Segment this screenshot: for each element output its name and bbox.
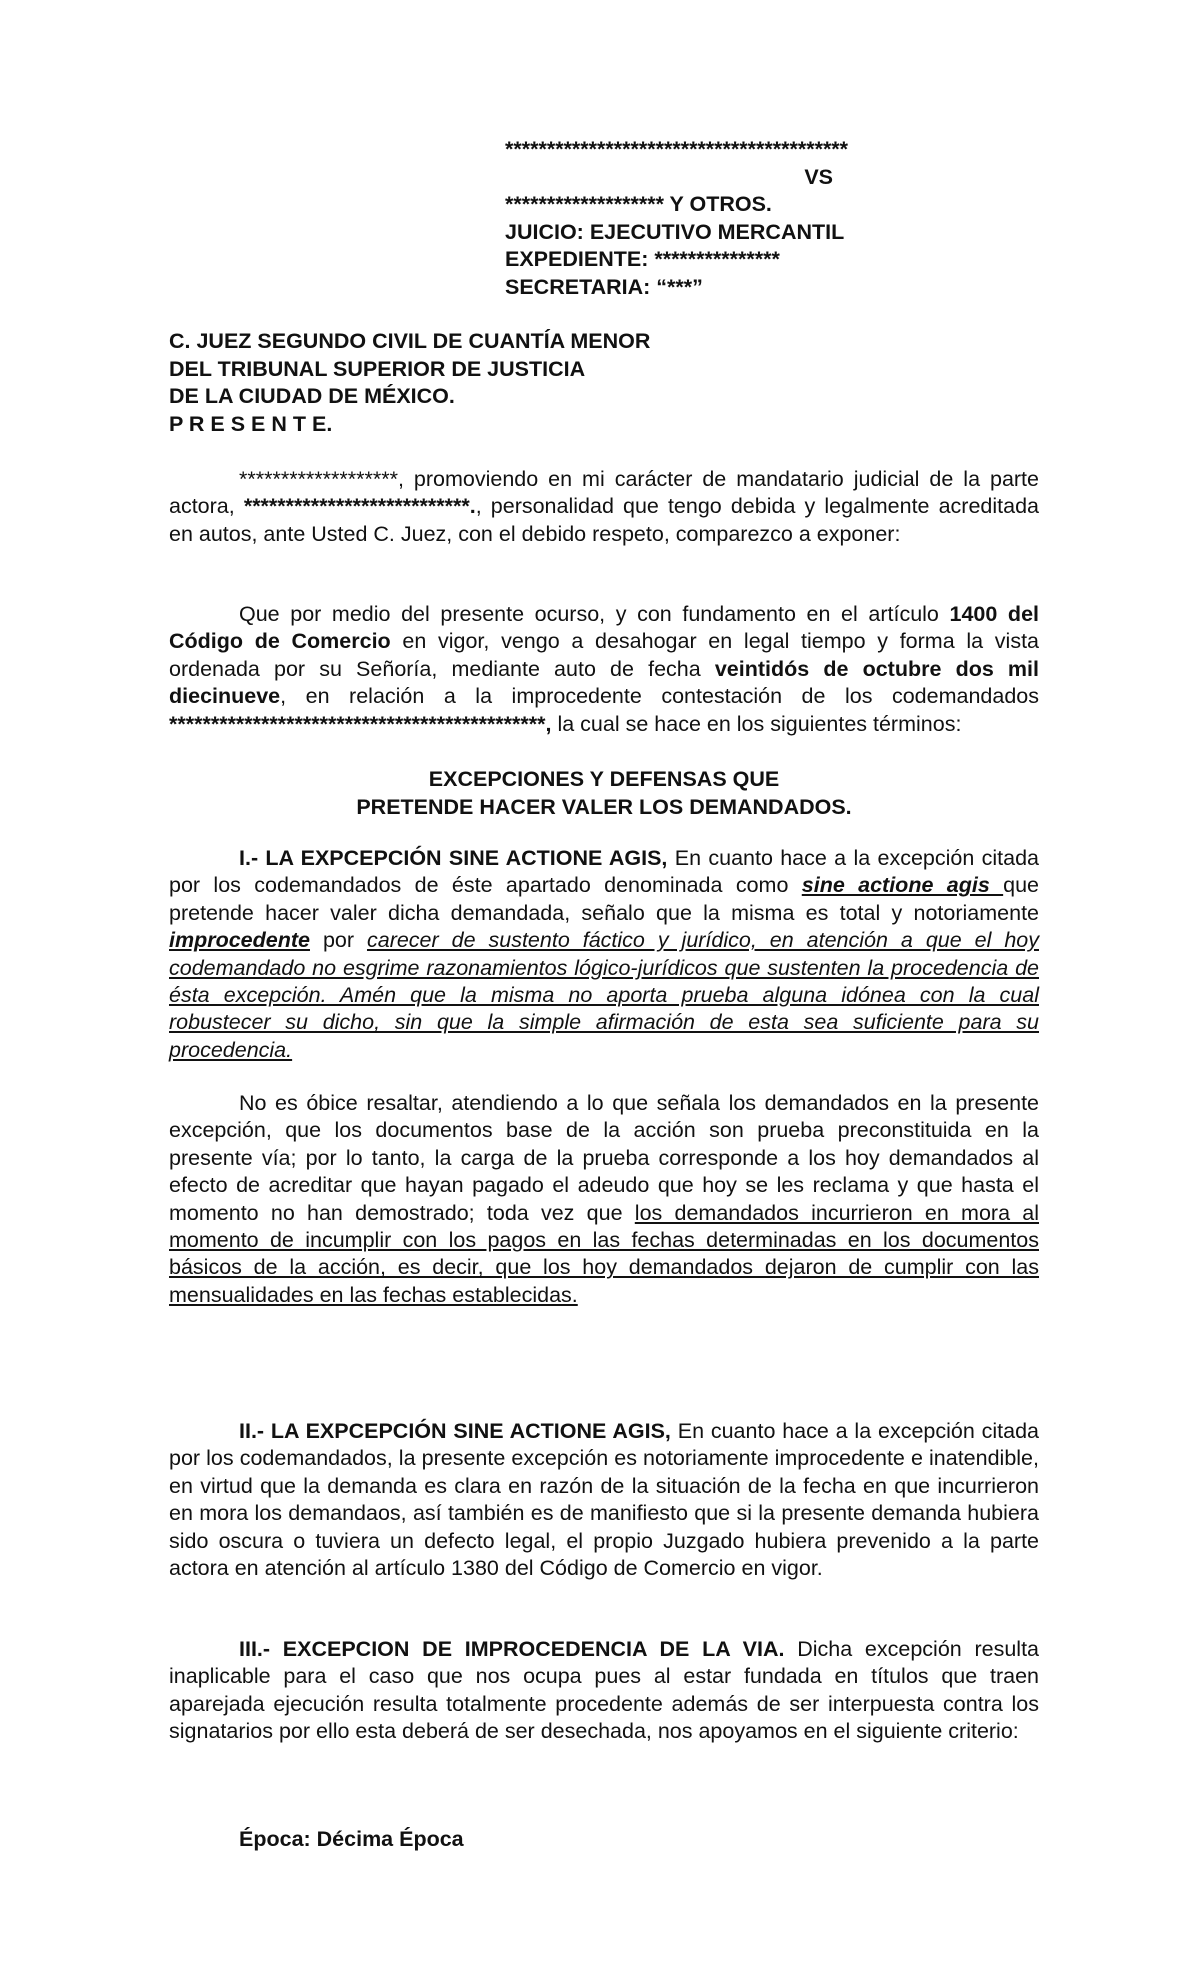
defendants-line: ******************* Y OTROS. (505, 192, 772, 216)
paragraph-text: la cual se hace en los siguientes términos: (551, 711, 962, 736)
paragraph-text: No es óbice resaltar, atendiendo a lo que señala los demandados en la presente excepción, que los documentos base de la acción son prueba preconstituida en la presente vía; por lo tanto, la carga de la prueba corresponde a los hoy demandados al efecto de acreditar que hayan pagado el adeudo que hoy se les reclama y que hasta el momento no han demostrado; toda vez que (169, 1091, 1039, 1225)
file-number-line: EXPEDIENTE: *************** (505, 247, 780, 271)
paragraph-text: , en relación a la improcedente contestación de los codemandados (280, 684, 1039, 709)
paragraph-text: en vigor, vengo a desahogar en legal tiempo y forma la vista ordenada por su Señoría, mediante auto de fecha (169, 629, 1040, 681)
latin-term: sine actione agis (801, 873, 1004, 898)
section-title (169, 766, 1039, 821)
epoch-heading: Época: Décima Época (239, 1827, 464, 1851)
exception-3-heading: III.- EXCEPCION DE IMPROCEDENCIA DE LA VIA. (239, 1637, 785, 1661)
section-title-line: EXCEPCIONES Y DEFENSAS QUE (428, 767, 780, 791)
article-reference: 1400 del Código de Comercio (169, 602, 1039, 654)
addressee-line: DEL TRIBUNAL SUPERIOR DE JUSTICIA (169, 356, 586, 381)
underlined-argument: los demandados incurrieron en mora al momento de incumplir con los pagos en las fechas determinadas en los documentos básicos de la acción, es decir, que los hoy demandados dejaron de cumplir con las mensualidades en las fechas establecidas. (169, 1200, 1040, 1307)
addressee-line: C. JUEZ SEGUNDO CIVIL DE CUANTÍA MENOR (169, 329, 651, 353)
case-header (505, 136, 925, 301)
exception-1-heading: I.- LA EXPCEPCIÓN SINE ACTIONE AGIS, (239, 846, 668, 870)
intro-text: , promoviendo en mi carácter de mandatario judicial de la parte actora, (169, 467, 1039, 519)
party-name: ***************************. (243, 494, 476, 519)
paragraph-text: Que por medio del presente ocurso, y con fundamento en el artículo (239, 602, 950, 626)
versus-line: VS (804, 164, 833, 189)
foundation-paragraph (169, 601, 1039, 738)
intro-text: , personalidad que tengo debida y legalmente acreditada en autos, ante Usted C. Juez, con el debido respeto, comparezco a exponer: (169, 494, 1040, 546)
paragraph-text: En cuanto hace a la excepción citada por los codemandados de éste apartado denominada como (169, 846, 1039, 898)
section-title-line: PRETENDE HACER VALER LOS DEMANDADOS. (356, 794, 852, 819)
paragraph-text: que pretende hacer valer dicha demandada, señalo que la misma es total y notoriamente (169, 873, 1040, 925)
exception-2-paragraph (169, 1418, 1039, 1582)
exception-2-heading: II.- LA EXPCEPCIÓN SINE ACTIONE AGIS, (239, 1419, 671, 1443)
burden-of-proof-paragraph (169, 1090, 1039, 1309)
paragraph-text: Dicha excepción resulta inaplicable para el caso que nos ocupa pues al estar fundada en títulos que traen aparejada ejecución resulta totalmente procedente además de ser interpuesta contra los signatarios por ello esta deberá de ser desechada, nos apoyamos en el siguiente criterio: (169, 1637, 1040, 1744)
trial-type-line: JUICIO: EJECUTIVO MERCANTIL (505, 219, 845, 244)
plaintiff-line: ***************************************** (505, 137, 849, 161)
codefendants-names: *********************************************, (169, 711, 552, 736)
emphasis-term: improcedente (169, 928, 310, 953)
addressee-block (169, 328, 650, 438)
exception-1-paragraph (169, 845, 1039, 1064)
paragraph-text: En cuanto hace a la excepción citada por los codemandados, la presente excepción es notoriamente improcedente e inatendible, en virtud que la demanda es clara en razón de la situación de la fecha en que incurrieron en mora los demandaos, así también es de manifiesto que si la presente demanda hubiera sido oscura o tuviera un defecto legal, el propio Juzgado hubiera prevenido a la parte actora en atención al artículo 1380 del Código de Comercio en vigor. (169, 1419, 1039, 1581)
order-date: veintidós de octubre dos mil diecinueve (169, 656, 1039, 709)
exception-3-paragraph (169, 1636, 1039, 1746)
secretary-line: SECRETARIA: “***” (505, 274, 703, 299)
intro-paragraph (169, 466, 1039, 548)
addressee-line: DE LA CIUDAD DE MÉXICO. (169, 384, 455, 409)
paragraph-text: por (309, 928, 367, 953)
addressee-line: P R E S E N T E. (169, 411, 333, 436)
underlined-argument: carecer de sustento fáctico y jurídico, en atención a que el hoy codemandado no esgrime razonamientos lógico-jurídicos que sustenten la procedencia de ésta excepción. Amén que la misma no aporta prueba alguna idónea con la cual robustecer su dicho, sin que la simple afirmación de esta sea suficiente para su procedencia. (169, 928, 1039, 1062)
attorney-name: ******************* (239, 467, 398, 491)
